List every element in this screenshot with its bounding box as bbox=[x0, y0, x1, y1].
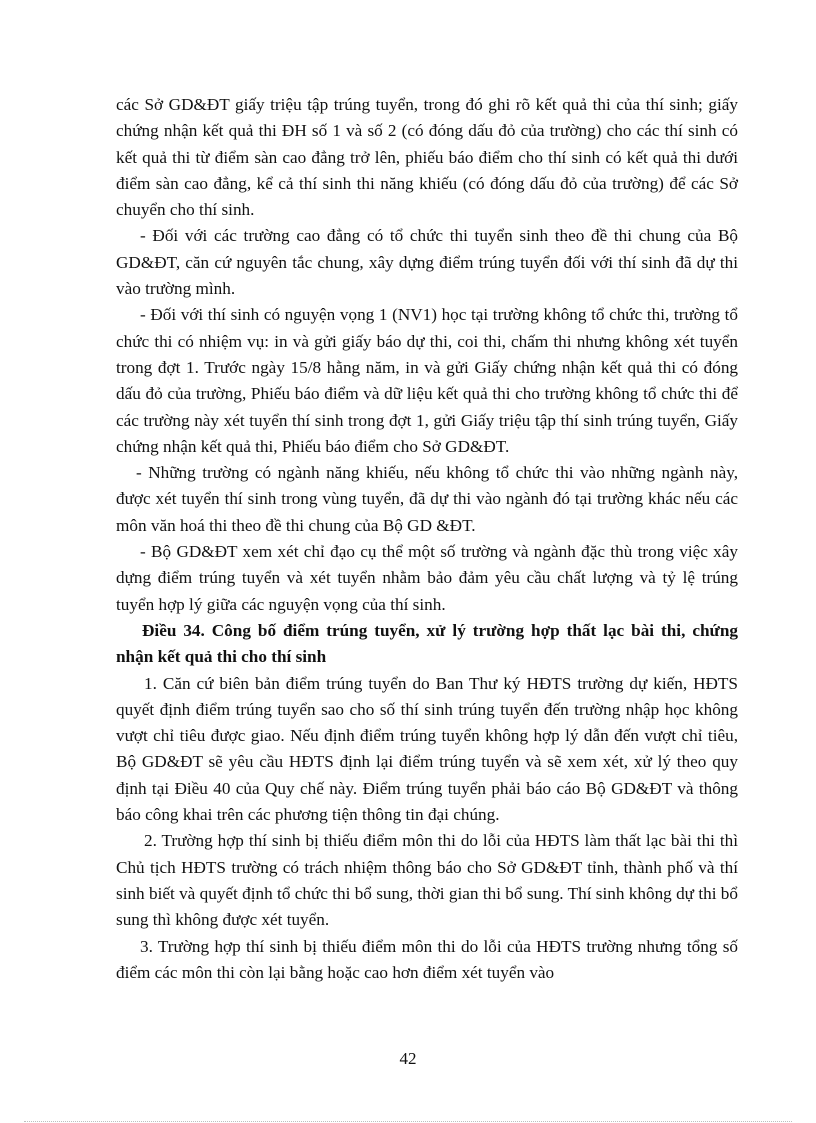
article-heading: Điều 34. Công bố điểm trúng tuyển, xử lý trường hợp thất lạc bài thi, chứng nhận kết quả thi cho thí sinh bbox=[116, 620, 738, 667]
paragraph-ministry-review: - Bộ GD&ĐT xem xét chỉ đạo cụ thể một số trường và ngành đặc thù trong việc xây dựng điểm trúng tuyển và xét tuyển nhằm bảo đảm yêu cầu chất lượng và tỷ lệ trúng tuyển hợp lý giữa các nguyện vọng của thí sinh. bbox=[116, 542, 738, 614]
paragraph-clause-2: 2. Trường hợp thí sinh bị thiếu điểm môn thi do lỗi của HĐTS làm thất lạc bài thi thì Chủ tịch HĐTS trường có trách nhiệm thông báo cho Sở GD&ĐT tỉnh, thành phố và thí sinh biết và quyết định tổ chức thi bổ sung, thời gian thi bổ sung. Thí sinh không dự thi bổ sung thì không được xét tuyển. bbox=[116, 831, 738, 930]
paragraph-clause-1: 1. Căn cứ biên bản điểm trúng tuyển do Ban Thư ký HĐTS trường dự kiến, HĐTS quyết định điểm trúng tuyển sao cho số thí sinh trúng tuyển đến trường nhập học không vượt chỉ tiêu được giao. Nếu định điểm trúng tuyển không hợp lý dẫn đến vượt chỉ tiêu, Bộ GD&ĐT sẽ yêu cầu HĐTS định lại điểm trúng tuyển và sẽ xem xét, xử lý theo quy định tại Điều 40 của Quy chế này. Điểm trúng tuyển phải báo cáo Bộ GD&ĐT và thông báo công khai trên các phương tiện thông tin đại chúng. bbox=[116, 673, 738, 825]
page-number: 42 bbox=[399, 1049, 417, 1068]
paragraph-colleges-common-exam: - Đối với các trường cao đẳng có tổ chức thi tuyển sinh theo đề thi chung của Bộ GD&ĐT, căn cứ nguyên tắc chung, xây dựng điểm trúng tuyển đối với thí sinh đã dự thi vào trường mình. bbox=[116, 226, 738, 299]
document-body bbox=[116, 92, 738, 986]
paragraph-clause-3: 3. Trường hợp thí sinh bị thiếu điểm môn thi do lỗi của HĐTS trường nhưng tổng số điểm các môn thi còn lại bằng hoặc cao hơn điểm xét tuyển vào bbox=[116, 936, 738, 982]
paragraph-continuation: các Sở GD&ĐT giấy triệu tập trúng tuyển, trong đó ghi rõ kết quả thi của thí sinh; giấy chứng nhận kết quả thi ĐH số 1 và số 2 (có đóng dấu đỏ của trường) cho các thí sinh có kết quả thi từ điểm sàn cao đẳng trở lên, phiếu báo điểm cho thí sinh có kết quả thi dưới điểm sàn cao đẳng, kể cả thí sinh thi năng khiếu (có đóng dấu đỏ của trường) để các Sở chuyển cho thí sinh. bbox=[116, 95, 738, 220]
paragraph-talent-majors: - Những trường có ngành năng khiếu, nếu không tổ chức thi vào những ngành này, được xét tuyển thí sinh trong vùng tuyển, đã dự thi vào ngành đó tại trường khác nếu các môn văn hoá thi theo đề thi chung của Bộ GD &ĐT. bbox=[116, 463, 738, 535]
bottom-divider bbox=[24, 1121, 792, 1122]
paragraph-nv1-candidates: - Đối với thí sinh có nguyện vọng 1 (NV1) học tại trường không tổ chức thi, trường tổ chức thi có nhiệm vụ: in và gửi giấy báo dự thi, coi thi, chấm thi nhưng không xét tuyển trong đợt 1. Trước ngày 15/8 hằng năm, in và gửi Giấy chứng nhận kết quả thi có đóng dấu đỏ của trường, Phiếu báo điểm và dữ liệu kết quả thi cho trường không tổ chức thi để các trường này xét tuyển thí sinh trong đợt 1, gửi Giấy triệu tập thí sinh trúng tuyển, Giấy chứng nhận kết quả thi, Phiếu báo điểm cho Sở GD&ĐT. bbox=[116, 305, 738, 456]
